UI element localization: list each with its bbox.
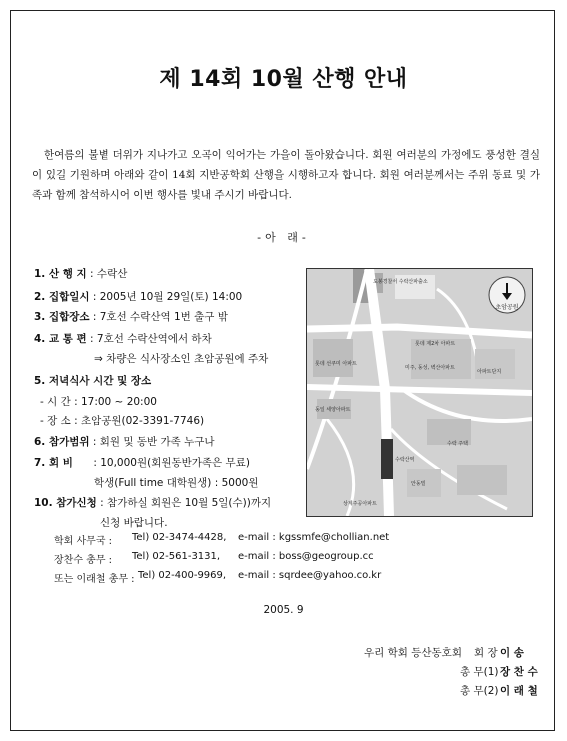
dinner-place: - 장 소 : 초암공원(02-3391-7746)	[40, 415, 205, 427]
signature-head-title: 회 장	[474, 647, 498, 659]
item-apply-label: 10. 참가신청	[34, 497, 97, 509]
item-dinner-label	[34, 373, 151, 388]
signature-org: 우리 학회 등산동호회	[364, 647, 462, 659]
contact-email-2: e-mail : boss@geogroup.cc	[238, 551, 374, 562]
contact-email-1: e-mail : kgssmfe@chollian.net	[238, 532, 390, 543]
item-transport-value: : 7호선 수락산역에서 하차	[90, 333, 212, 345]
item-fee-value: : 10,000원(회원동반가족은 무료)	[93, 457, 250, 469]
signature-head-name-text: 이 송	[500, 647, 524, 659]
contact-tel-1: Tel) 02-3474-4428,	[132, 532, 227, 543]
signature-sec2-title: 총 무(2)	[460, 685, 499, 697]
issue-date: 2005. 9	[263, 604, 304, 616]
item-fee-label: 7. 회 비	[34, 457, 73, 469]
contact-role-1: 학회 사무국 :	[54, 536, 113, 547]
map-label-lotte2: 롯데 제2차 아파트	[415, 341, 456, 347]
item-datetime-value: : 2005년 10월 29일(토) 14:00	[92, 291, 243, 303]
section-divider-label: -아 래-	[257, 231, 310, 244]
contact-role-3: 또는 이래철 총무 :	[54, 574, 135, 585]
map-label-house: 수락 주택	[447, 441, 468, 447]
signature-sec2-name-text: 이 래 철	[500, 685, 538, 697]
item-mountain	[34, 266, 127, 281]
map-label-dongil: 동일 세양아파트	[315, 407, 351, 413]
signature-sec1-name	[500, 664, 538, 679]
contact-tel-3: Tel) 02-400-9969,	[138, 570, 227, 581]
item-scope	[34, 434, 215, 449]
contact-role-2: 장찬수 총무 :	[54, 555, 113, 566]
map-label-chuam-park: 초암공원	[495, 304, 519, 311]
contact-email-3: e-mail : sqrdee@yahoo.co.kr	[238, 570, 382, 581]
item-fee	[34, 455, 250, 470]
intro-paragraph: 한여름의 불볕 더위가 지나가고 오곡이 익어가는 가을이 돌아왔습니다. 회원 여러분의 가정에도 풍성한 결실이 있길 기원하며 아래와 같이 14회 지반공학회 산행을 시행하고자 합니다. 회원 여러분께서는 주위 동료 및 가족과 함께 참석하시어 이번 행사를 빛내 주시기 바랍니다.	[32, 149, 540, 201]
item-dinner-heading: 5. 저녁식사 시간 및 장소	[34, 375, 152, 387]
item-place-label: 3. 집합장소	[34, 311, 90, 323]
fee-student: 학생(Full time 대학원생) : 5000원	[94, 477, 259, 489]
item-scope-label: 6. 참가범위	[34, 436, 90, 448]
map-label-mijoo: 미주, 동성, 벽산아파트	[405, 365, 455, 371]
item-place	[34, 309, 228, 324]
map-label-complex: 아파트단지	[477, 369, 502, 375]
map-label-police: 도봉경찰서 수락산파출소	[373, 279, 428, 285]
item-apply	[34, 495, 271, 510]
item-datetime-label: 2. 집합일시	[34, 291, 90, 303]
signature-sec1-name-text: 장 찬 수	[500, 666, 538, 678]
signature-head-name	[500, 645, 524, 660]
item-mountain-label: 1. 산 행 지	[34, 268, 87, 280]
location-map	[306, 268, 533, 517]
item-transport-label: 4. 교 통 편	[34, 333, 87, 345]
map-label-sanggye: 상계주공아파트	[343, 501, 377, 507]
contact-tel-2: Tel) 02-561-3131,	[132, 551, 221, 562]
item-transport	[34, 331, 212, 346]
page-title: 제 14회 10월 산행 안내	[159, 67, 408, 92]
signature-sec1-title: 총 무(1)	[460, 666, 499, 678]
map-label-lotte-sunkumi: 롯데 선쿠미 아파트	[315, 361, 357, 367]
map-graphic	[307, 269, 532, 516]
signature-sec2-name	[500, 683, 538, 698]
car-note: ⇒ 차량은 식사장소인 초암공원에 주차	[94, 353, 269, 365]
apply-value-2: 신청 바랍니다.	[100, 517, 168, 529]
item-apply-value: : 참가하실 회원은 10월 5일(수))까지	[100, 497, 272, 509]
item-mountain-value: : 수락산	[90, 268, 128, 280]
dinner-time: - 시 간 : 17:00 ~ 20:00	[40, 396, 157, 408]
item-place-value: : 7호선 수락산역 1번 출구 밖	[92, 311, 228, 323]
map-label-andong: 안동빌	[411, 481, 426, 487]
item-datetime	[34, 289, 242, 304]
map-label-station: 수락산역	[395, 457, 415, 463]
item-scope-value: : 회원 및 동반 가족 누구나	[92, 436, 215, 448]
